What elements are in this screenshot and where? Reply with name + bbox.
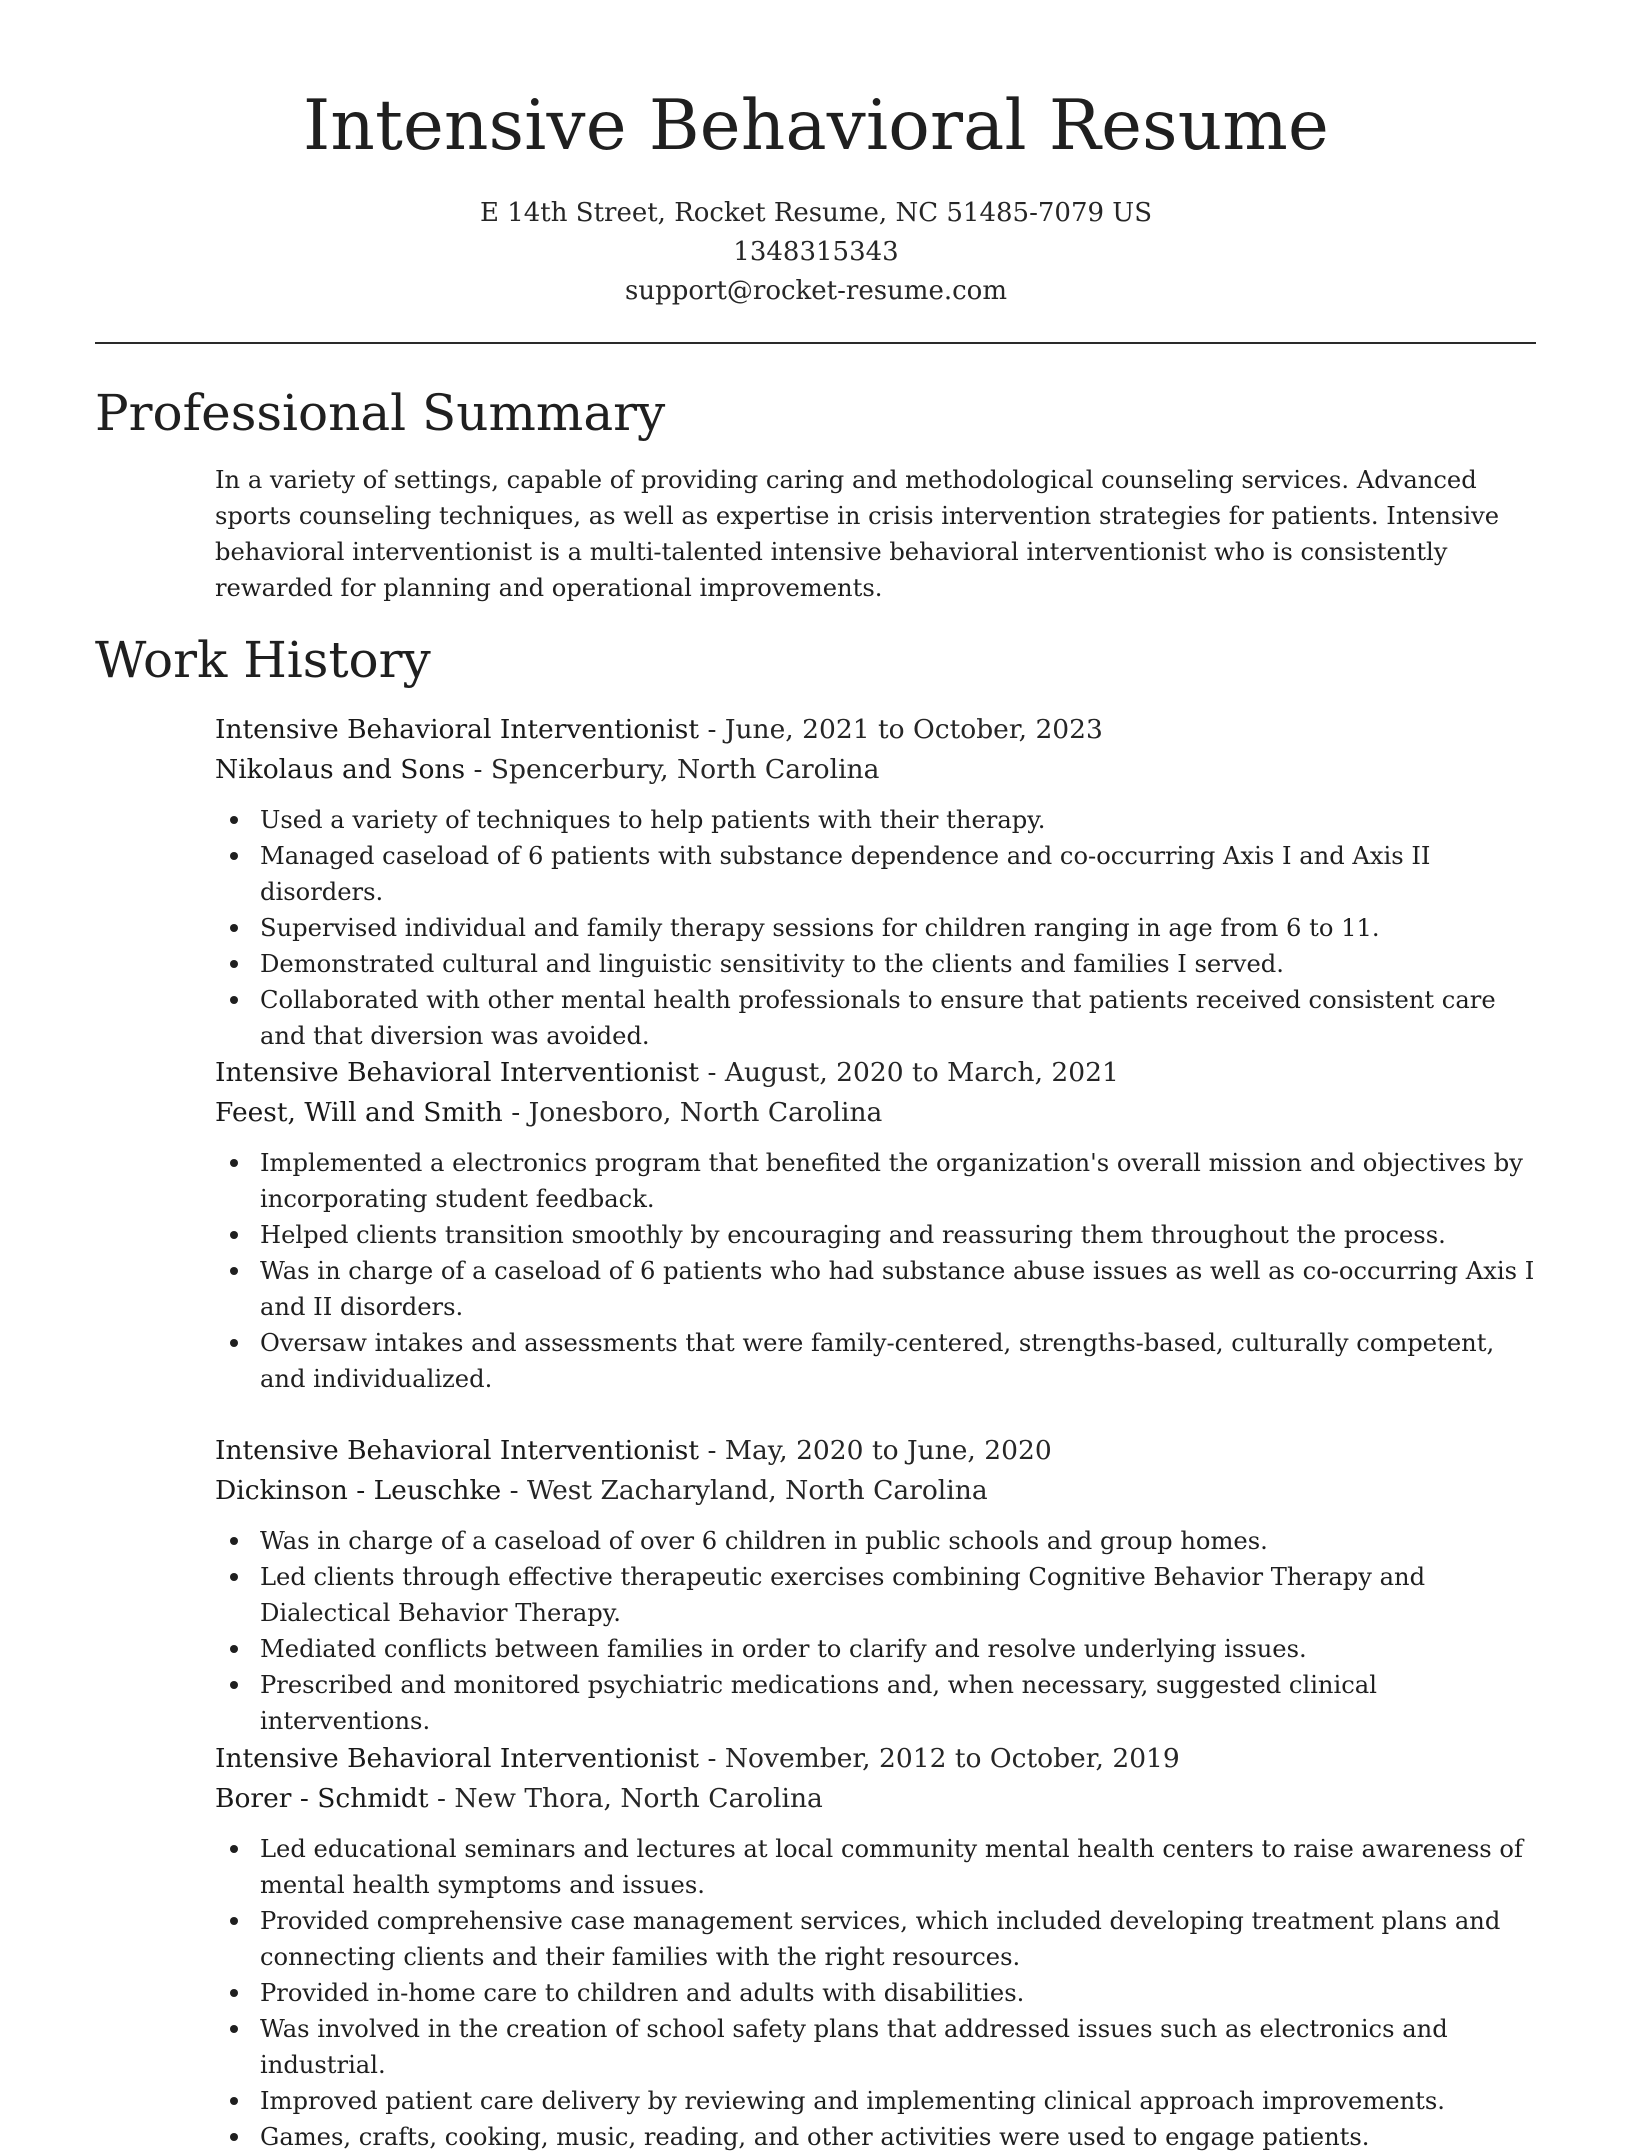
separator: - [509,1475,528,1506]
job-title-line [215,1053,1540,1093]
job-company: Dickinson - Leuschke [215,1475,502,1506]
job-title: Intensive Behavioral Interventionist [215,714,700,745]
job-company-line [215,1471,1540,1511]
job-dates: August, 2020 to March, 2021 [724,1057,1119,1088]
job-company-line [215,1779,1540,1819]
job-bullet: Provided comprehensive case management services, which included developing treatment plans and connecting clients and their families with the right resources. [215,1903,1540,1975]
job-title: Intensive Behavioral Interventionist [215,1743,700,1774]
job-title-line [215,1739,1540,1779]
separator: - [511,1097,529,1128]
job-title: Intensive Behavioral Interventionist [215,1057,700,1088]
job-location: New Thora, North Carolina [454,1783,823,1814]
job-entry [215,710,1540,1054]
resume-header [0,84,1632,311]
separator: - [707,1743,725,1774]
summary-text: In a variety of settings, capable of providing caring and methodological counseling services. Advanced sports counseling techniques, as well as expertise in crisis intervention strategies for patients. Intensive behavioral interventionist is a multi-talented intensive behavioral interventionist who is consistently rewarded for planning and operational improvements. [215,466,1500,602]
job-title-line [215,1431,1540,1471]
job-location: West Zacharyland, North Carolina [527,1475,988,1506]
job-dates: November, 2012 to October, 2019 [724,1743,1180,1774]
job-company: Borer - Schmidt [215,1783,429,1814]
job-bullets [215,1523,1540,1739]
job-bullet: Supervised individual and family therapy sessions for children ranging in age from 6 to 11. [215,910,1540,946]
job-bullet: Used a variety of techniques to help patients with their therapy. [215,802,1540,838]
job-bullet: Led clients through effective therapeutic exercises combining Cognitive Behavior Therapy and Dialectical Behavior Therapy. [215,1559,1540,1631]
job-dates: June, 2021 to October, 2023 [724,714,1103,745]
summary-heading: Professional Summary [95,384,666,442]
job-bullets [215,1145,1540,1397]
resume-name: Intensive Behavioral Resume [302,86,1330,166]
job-bullet: Helped clients transition smoothly by encouraging and reassuring them throughout the process. [215,1217,1540,1253]
contact-address: E 14th Street, Rocket Resume, NC 51485-7079 US [479,198,1153,228]
job-company: Nikolaus and Sons [215,754,466,785]
separator: - [707,1435,725,1466]
header-divider [95,342,1536,344]
job-bullet: Was in charge of a caseload of 6 patients who had substance abuse issues as well as co-occurring Axis I and II disorders. [215,1253,1540,1325]
job-bullet: Provided in-home care to children and adults with disabilities. [215,1975,1540,2011]
work-history-heading: Work History [95,631,431,689]
job-title: Intensive Behavioral Interventionist [215,1435,700,1466]
job-company-line [215,750,1540,790]
contact-email: support@rocket-resume.com [624,276,1007,306]
job-title-line [215,710,1540,750]
job-bullet: Prescribed and monitored psychiatric medications and, when necessary, suggested clinical interventions. [215,1667,1540,1739]
job-location: Jonesboro, North Carolina [528,1097,883,1128]
separator: - [707,714,725,745]
job-bullet: Collaborated with other mental health professionals to ensure that patients received consistent care and that diversion was avoided. [215,982,1540,1054]
job-bullet: Was involved in the creation of school safety plans that addressed issues such as electronics and industrial. [215,2011,1540,2083]
job-bullets [215,1831,1540,2155]
job-bullet: Demonstrated cultural and linguistic sensitivity to the clients and families I served. [215,946,1540,982]
job-company-line [215,1093,1540,1133]
job-bullet: Led educational seminars and lectures at local community mental health centers to raise awareness of mental health symptoms and issues. [215,1831,1540,1903]
job-bullet: Implemented a electronics program that benefited the organization's overall mission and objectives by incorporating student feedback. [215,1145,1540,1217]
contact-phone: 1348315343 [733,237,899,267]
job-entry [215,1053,1540,1397]
job-bullet: Improved patient care delivery by reviewing and implementing clinical approach improvements. [215,2083,1540,2119]
job-company: Feest, Will and Smith [215,1097,503,1128]
job-entry [215,1431,1540,1739]
job-bullet: Games, crafts, cooking, music, reading, and other activities were used to engage patients. [215,2119,1540,2155]
separator: - [436,1783,455,1814]
job-entry [215,1739,1540,2155]
job-location: Spencerbury, North Carolina [490,754,880,785]
job-bullet: Oversaw intakes and assessments that were family-centered, strengths-based, culturally competent, and individualized. [215,1325,1540,1397]
job-bullet: Managed caseload of 6 patients with substance dependence and co-occurring Axis I and Axis II disorders. [215,838,1540,910]
job-bullet: Mediated conflicts between families in order to clarify and resolve underlying issues. [215,1631,1540,1667]
separator: - [707,1057,725,1088]
job-bullets [215,802,1540,1054]
contact-block [0,194,1632,311]
separator: - [473,754,491,785]
job-bullet: Was in charge of a caseload of over 6 children in public schools and group homes. [215,1523,1540,1559]
job-dates: May, 2020 to June, 2020 [724,1435,1052,1466]
